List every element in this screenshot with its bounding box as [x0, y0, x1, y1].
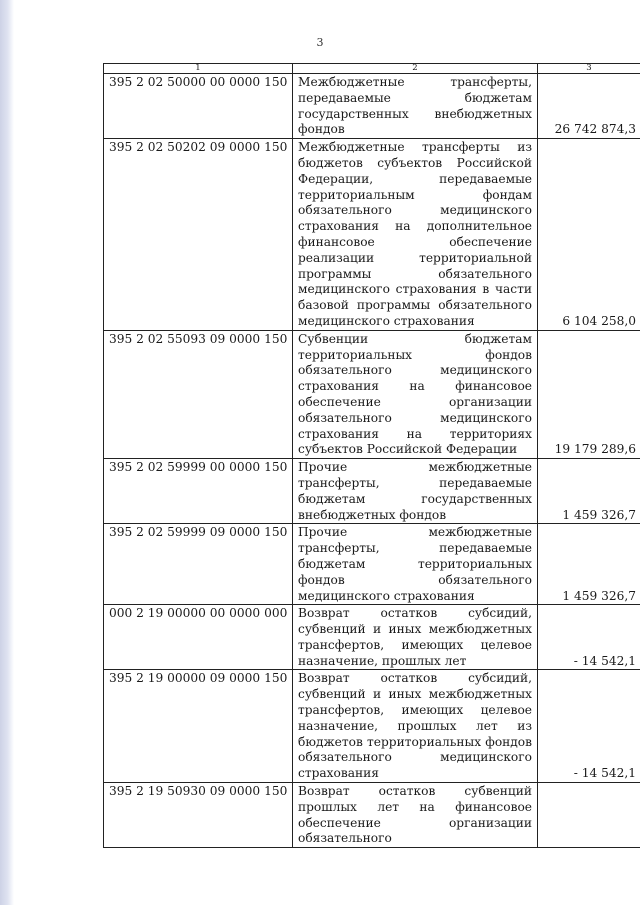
budget-code: 395 2 02 55093 09 0000 150	[104, 330, 293, 458]
table-row	[104, 783, 640, 848]
item-amount: 26 742 874,3	[538, 74, 640, 139]
item-amount: - 14 542,1	[538, 605, 640, 670]
table-row	[104, 459, 640, 524]
table-row	[104, 605, 640, 670]
table-row	[104, 330, 640, 458]
column-numbers-row	[104, 64, 640, 74]
item-amount	[538, 783, 640, 848]
item-name: Межбюджетные трансферты, передаваемые бюджетам государственных внебюджетных фондов	[293, 74, 538, 139]
item-name: Прочие межбюджетные трансферты, передаваемые бюджетам государственных внебюджетных фондов	[293, 459, 538, 524]
budget-table	[103, 63, 640, 848]
item-name: Субвенции бюджетам территориальных фондов обязательного медицинского страхования на финансовое обеспечение организации обязательного медицинского страхования на территориях субъектов Российской Федерации	[293, 330, 538, 458]
budget-code: 395 2 02 50202 09 0000 150	[104, 139, 293, 331]
budget-code: 395 2 02 59999 00 0000 150	[104, 459, 293, 524]
item-name: Прочие межбюджетные трансферты, передаваемые бюджетам территориальных фондов обязательного медицинского страхования	[293, 524, 538, 605]
item-name: Возврат остатков субсидий, субвенций и иных межбюджетных трансфертов, имеющих целевое назначение, прошлых лет из бюджетов территориальных фондов обязательного медицинского страхования	[293, 670, 538, 783]
column-header-1: 1	[104, 64, 293, 74]
table-row	[104, 139, 640, 331]
item-name: Межбюджетные трансферты из бюджетов субъектов Российской Федерации, передаваемые территориальным фондам обязательного медицинского страхования на дополнительное финансовое обеспечение реализации территориальной программы обязательного медицинского страхования в части базовой программы обязательного медицинского страхования	[293, 139, 538, 331]
item-amount: 6 104 258,0	[538, 139, 640, 331]
budget-code: 395 2 19 50930 09 0000 150	[104, 783, 293, 848]
page-number: 3	[316, 36, 324, 49]
budget-code: 395 2 02 59999 09 0000 150	[104, 524, 293, 605]
item-name: Возврат остатков субвенций прошлых лет на финансовое обеспечение организации обязательного	[293, 783, 538, 848]
item-amount: 19 179 289,6	[538, 330, 640, 458]
item-name: Возврат остатков субсидий, субвенций и иных межбюджетных трансфертов, имеющих целевое назначение, прошлых лет	[293, 605, 538, 670]
column-header-3: 3	[538, 64, 640, 74]
scan-edge-shadow	[0, 0, 14, 905]
item-amount: 1 459 326,7	[538, 459, 640, 524]
column-header-2: 2	[293, 64, 538, 74]
budget-code: 395 2 19 00000 09 0000 150	[104, 670, 293, 783]
item-amount: - 14 542,1	[538, 670, 640, 783]
table-row	[104, 524, 640, 605]
budget-code: 395 2 02 50000 00 0000 150	[104, 74, 293, 139]
budget-code: 000 2 19 00000 00 0000 000	[104, 605, 293, 670]
table-row	[104, 670, 640, 783]
table-row	[104, 74, 640, 139]
item-amount: 1 459 326,7	[538, 524, 640, 605]
